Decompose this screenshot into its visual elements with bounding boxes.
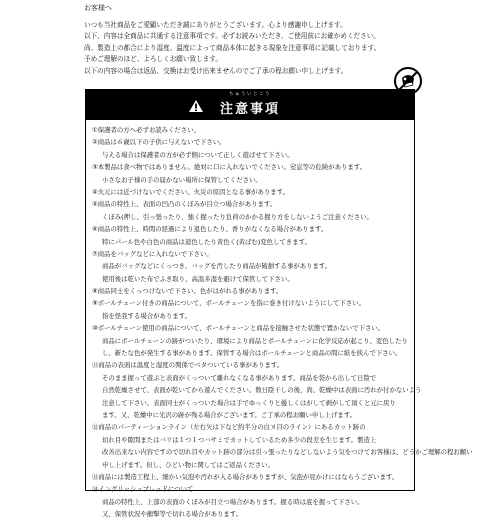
notice-line: 自然乾燥させて、表面が乾いてから遊んでください。数日陰干しの後、尚、乾燥中は表面に汚れが付かないよう [102,386,422,395]
intro-line: 予めご理解のほど、よろしくお願い致します。 [84,55,222,64]
intro-line: 以下、内容は全商品に共通する注意事項です。必ずお読みいただき、ご使用前にお確かめください。 [84,32,380,41]
notice-line: ③本製品は食べ物ではありません。絶対に口に入れないでください。窒息等の危険があります。 [92,163,367,172]
notice-lines [86,120,473,521]
notice-line: 又、保管状況や衝撃等で切れる場合があります。 [102,510,243,519]
notice-line: 商品の特性上、上部の表面のくぼみが目立つ場合があります。握る時は底を握って下さい。 [102,497,364,506]
notice-line: ②商品は６歳以下の子供に与えないで下さい。 [92,138,226,147]
notice-title: 注意事項 [219,102,280,117]
notice-line: 使用後は乾いた布でふき取り、高温多湿を避けて保管して下さい。 [102,274,294,283]
notice-line: 申し上げます。但し、ひどい物に関してはご返品ください。 [102,460,275,469]
notice-line: 商品がバッグなどにくっつき、バッグを汚したり商品が破損する事があります。 [102,262,332,271]
notice-line: 切れ目や隙間またはバリは１つ１つハサミでカットしているため多少の段差を生じます。製造上 [102,435,377,444]
notice-line: ⑪商品の表面は温度と湿度の関係でベタついている事があります。 [92,361,284,370]
notice-line: ⑥商品の特性上、時間の経過により退色したり、香りがなくなる場合があります。 [92,225,328,234]
notice-line: し、新たな色が発生する事があります。保管する場合はボールチェーンと商品の間に紙を挟んで下さい。 [102,349,402,358]
notice-line: ⑩ボールチェーン使用の商品について、ボールチェーンと商品を接触させた状態で置かないで下さい。 [92,324,385,333]
notice-line: 小さなお子様の手の届かない場所に保管してください。 [102,175,262,184]
notice-line: 与える場合は保護者の方が必ず側について正しく遊ばせて下さい。 [102,150,294,159]
notice-line: 特にパール色や白色の商品は退色したり黄色く(黄ばむ)変色してきます。 [102,237,311,246]
notice-line: くぼみ(押し、引っ張ったり、強く握ったり負荷のかかる握り方をしないようご注意ください。 [102,212,373,221]
notice-banner [86,90,414,120]
notice-line: ④火元には近づけないでください。火災の原因となる事があります。 [92,187,289,196]
notice-line: ⑦商品をバッグなどに入れないで下さい。 [92,249,213,258]
intro-line: 尚、製造上の都合により湿度、温度によって商品本体に起きる現象を注意事項に記載しております。 [84,43,381,52]
notice-line: ⑨ボールチェーン付きの商品について、ボールチェーンを指に巻き付けないようにして下さい。 [92,299,365,308]
notice-line: ⑭イングリッシュブレッドについて [92,485,194,494]
notice-line: ⑬商品には製造工程上、細かい気泡や汚れが入る場合がありますが、気泡が見かけにはならうございます。 [92,472,399,481]
intro-line: いつも当社商品をご愛顧いただき誠にありがとうございます。心より感謝申し上げます。 [84,21,347,29]
notice-line: ⑧商品同士をくっつけないで下さい。色がはがれる事があります。 [92,287,283,296]
notice-line: ⑫商品のパーティーションライン（左右矢は下など約半分の白ヌ目のライン）にあるカット跡の [92,423,366,432]
title-ruby: ちゅういじこう [229,92,271,97]
notice-line: 商品にボールチェーンの跡がついたり、環境により商品とボールチェーンに化学反応が起こり、変色したり [102,336,408,345]
notice-line: 改善出来ない内容ですので切れ目やカット跡の部分は引っ張ったりなどしないよう気をつけてお客様は、どうかご理解の程お願い [102,448,473,457]
notice-line: ます。又、乾燥中に光沢の跡が残る場合がございます。ご了承の程お願い申し上げます。 [102,410,357,419]
intro-text [84,20,414,77]
notice-line: ①保護者の方へ必ずお読みください。 [92,126,200,134]
notice-box [85,89,473,519]
notice-line: 注意して下さい。表面同士がくっついた場合は手でゆっくりと優しくはがして剥がして頂くと元に戻り [102,398,396,407]
notice-line: ⑤商品の特性上、表面の凹凸のくぼみが目立つ場合があります。 [92,200,277,209]
notice-line: そのまま握って遊ぶと表面がくっついて離れなくなる事があります。商品を袋から出して日陰で [102,373,377,382]
notice-line: 指を怪我する場合があります。 [102,311,191,320]
intro-line: 以下の内容の場合は返品、交換はお受け出来ませんのでご了承の程お願い申し上げます。 [84,66,348,75]
greeting: お客様へ [84,4,112,12]
